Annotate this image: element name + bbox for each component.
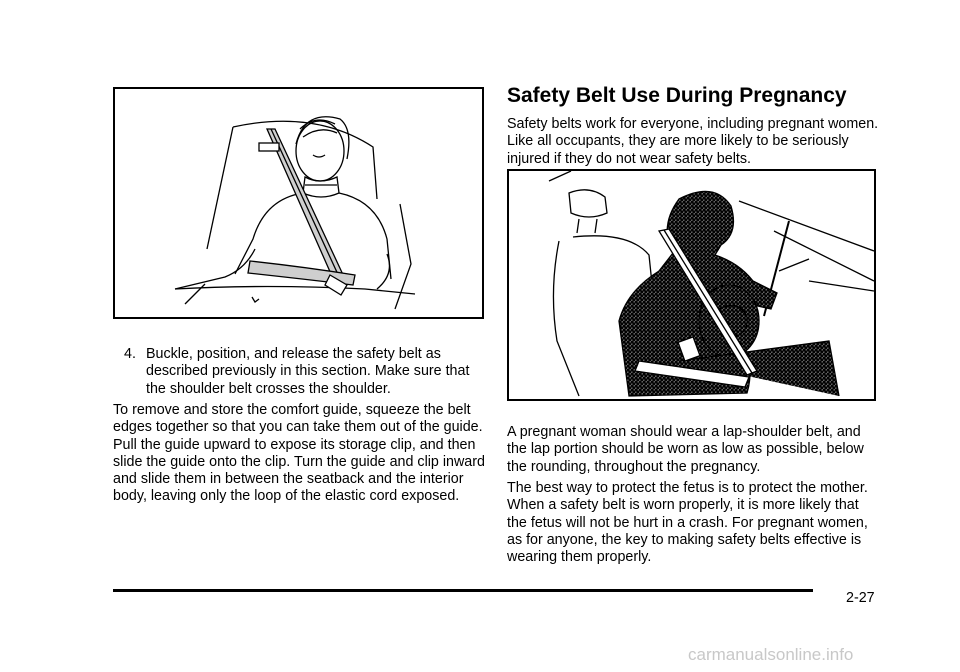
step-number: 4. <box>124 346 136 362</box>
intro-paragraph: Safety belts work for everyone, including pregnant women. Like all occupants, they are more likely to be seriously injured if they do not wear safety belts. <box>507 116 879 167</box>
pregnant-belt-icon <box>509 171 874 399</box>
step-4 <box>124 346 484 398</box>
page-number: 2-27 <box>846 590 875 606</box>
lap-belt-paragraph: A pregnant woman should wear a lap-shoulder belt, and the lap portion should be worn as low as possible, below the rounding, throughout the pregnancy. <box>507 424 864 475</box>
child-belt-icon <box>115 89 482 317</box>
pregnancy-belt-illustration <box>507 169 876 401</box>
step-text: Buckle, position, and release the safety belt as described previously in this section. Make sure that the shoulder belt crosses the shoulder. <box>146 346 470 397</box>
section-heading: Safety Belt Use During Pregnancy <box>507 84 847 107</box>
watermark: carmanualsonline.info <box>688 645 854 664</box>
remove-guide-paragraph: To remove and store the comfort guide, squeeze the belt edges together so that you can take them out of the guide. Pull the guide upward to expose its storage clip, and then slide the guide onto the clip. Turn the guide and clip inward and slide them in between the seatback and the interior body, leaving only the loop of the elastic cord exposed. <box>113 402 485 505</box>
fetus-paragraph: The best way to protect the fetus is to protect the mother. When a safety belt is worn properly, it is more likely that the fetus will not be hurt in a crash. For pregnant women, as for anyone, the key to making safety belts effective is wearing them properly. <box>507 480 868 566</box>
footer-rule <box>113 589 813 592</box>
comfort-guide-illustration <box>113 87 484 319</box>
